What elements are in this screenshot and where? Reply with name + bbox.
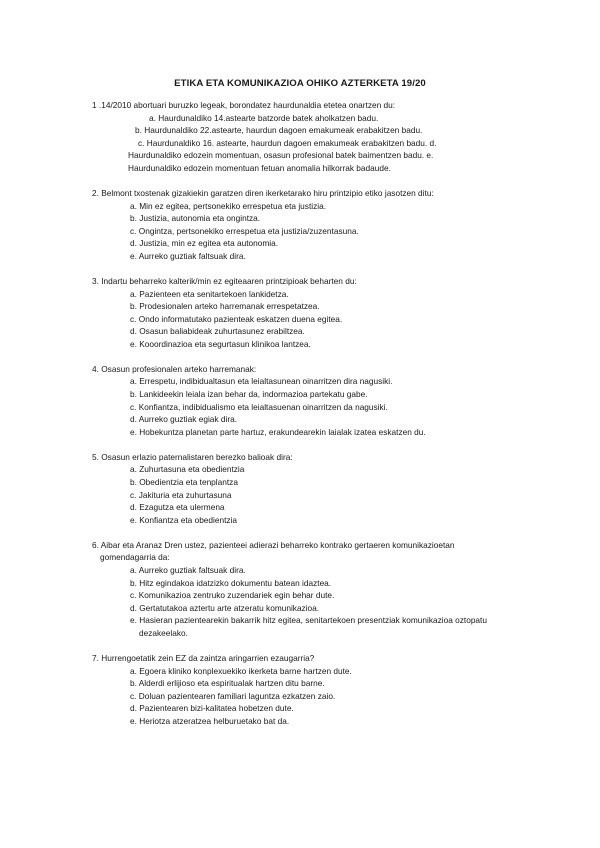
question-list xyxy=(92,99,562,727)
question-7-option-e: e. Heriotza atzeratzea helburuetako bat da. xyxy=(130,715,290,726)
question-4-option-b: b. Lankideekin leiala izan behar da, indormazioa partekatu gabe. xyxy=(130,389,368,400)
question-4-option-a: a. Errespetu, indibidualtasun eta leialtasunean oinarritzen dira nagusiki. xyxy=(130,376,393,387)
question-5-text: 5. Osasun erlazio paternalistaren berezko balioak dira: xyxy=(92,451,293,462)
question-5-option-b: b. Obedientzia eta tenplantza xyxy=(130,477,238,487)
question-2-option-c: c. Ongintza, pertsonekiko errespetua eta justizia/zuzentasuna. xyxy=(130,225,359,236)
question-2-option-e: e. Aurreko guztiak faltsuak dira. xyxy=(130,250,246,261)
question-4-option-e: e. Hobekuntza planetan parte hartuz, erakundearekin laialak izatea eskatzen du. xyxy=(130,426,426,437)
question-7-text: 7. Hurrengoetatik zein EZ da zaintza aringarrien ezaugarria? xyxy=(92,652,315,663)
question-7-option-d: d. Pazientearen bizi-kalitatea hobetzen dute. xyxy=(130,703,294,714)
question-7-option-a: a. Egoera kliniko konplexuekiko ikerketa barne hartzen dute. xyxy=(130,665,352,676)
question-6-option-d: d. Gertatutakoa aztertu arte atzeratu komunikazioa. xyxy=(130,602,320,613)
question-4 xyxy=(92,363,562,439)
question-6-option-e-continued: dezakeelako. xyxy=(139,627,188,638)
question-4-text: 4. Osasun profesionalen arteko harremanak: xyxy=(92,363,257,374)
question-5-option-c: c. Jakituria eta zuhurtasuna xyxy=(130,489,232,500)
question-2-option-a: a. Min ez egitea, pertsonekiko errespetua eta justizia. xyxy=(130,200,327,211)
question-2-text: 2. Belmont txostenak gizakiekin garatzen diren ikerketarako hiru printzipio etiko jasotzen ditu: xyxy=(92,187,434,198)
question-1-option-d: Haurdunaldiko edozein momentuan, osasun profesional batek baimentzen badu. e. xyxy=(128,150,434,161)
question-6-option-e: e. Hasieran pazientearekin bakarrik hitz egitea, senitartekoen presentziak komunikazioa oztopatu xyxy=(130,615,487,626)
question-2 xyxy=(92,187,562,263)
question-1-option-b: b. Haurdunaldiko 22.astearte, haurdun dagoen emakumeak erabakitzen badu. xyxy=(135,125,423,136)
question-1-option-a: a. Haurdunaldiko 14.astearte batzorde batek aholkatzen badu. xyxy=(149,112,379,123)
question-3 xyxy=(92,275,562,351)
question-5-option-d: d. Ezagutza eta ulermena xyxy=(130,502,225,513)
question-1-option-e: Haurdunaldiko edozein momentuan fetuan anomalia hilkorrak badaude. xyxy=(128,162,391,173)
question-2-option-d: d. Justizia, min ez egitea eta autonomia. xyxy=(130,238,279,249)
question-6-option-c: c. Komunikazioa zentruko zuzendariek egin behar dute. xyxy=(130,590,335,601)
question-7 xyxy=(92,652,562,728)
question-1-text: 1 .14/2010 abortuari buruzko legeak, borondatez haurdunaldia etetea onartzen du: xyxy=(92,100,396,110)
question-6-option-b: b. Hitz egindakoa idatzizko dokumentu batean idaztea. xyxy=(130,577,332,588)
question-7-option-b: b. Alderdi erlijioso eta espiritualak hartzen ditu barne. xyxy=(130,678,325,689)
exam-title: ETIKA ETA KOMUNIKAZIOA OHIKO AZTERKETA 19/20 xyxy=(174,78,426,89)
question-6-text-continued: gomendagarria da: xyxy=(100,552,170,563)
question-5 xyxy=(92,451,562,527)
question-5-option-a: a. Zuhurtasuna eta obedientzia xyxy=(130,464,245,475)
question-3-option-b: b. Prodesionalen arteko harremanak errespetatzea. xyxy=(130,301,320,312)
question-3-option-c: c. Ondo informatutako pazienteak eskatzen duena egitea. xyxy=(130,313,343,324)
question-6-text: 6. Aibar eta Aranaz Dren ustez, pazienteei adierazi beharreko kontrako gertaeren komunikazioetan xyxy=(92,539,455,550)
question-2-option-b: b. Justizia, autonomia eta ongintza. xyxy=(130,213,261,224)
question-3-option-e: e. Kooordinazioa eta segurtasun klinikoa lantzea. xyxy=(130,338,311,349)
question-3-option-d: d. Osasun baliabideak zuhurtasunez erabiltzea. xyxy=(130,326,305,337)
question-6-option-a: a. Aurreko guztiak faltsuak dira. xyxy=(130,564,246,575)
question-5-option-e: e. Konfiantza eta obedientzia xyxy=(130,514,238,525)
question-3-text: 3. Indartu beharreko kalterik/min ez egiteaaren printzipioak beharten du: xyxy=(92,275,357,286)
question-6 xyxy=(92,539,562,640)
question-3-option-a: a. Pazienteen eta senitartekoen lankidetza. xyxy=(130,288,289,299)
question-4-option-c: c. Konfiantza, indibidualismo eta leialtasuenan oinarritzen da nagusiki. xyxy=(130,401,388,412)
question-7-option-c: c. Doluan pazientearen familiari laguntza ezkatzen zaio. xyxy=(130,690,336,701)
question-1-option-c: c. Haurdunaldiko 16. astearte, haurdun dagoen emakumeak erabakitzen badu. d. xyxy=(138,137,437,148)
question-4-option-d: d. Aurreko guztiak egiak dira. xyxy=(130,414,237,425)
question-1 xyxy=(92,99,562,175)
